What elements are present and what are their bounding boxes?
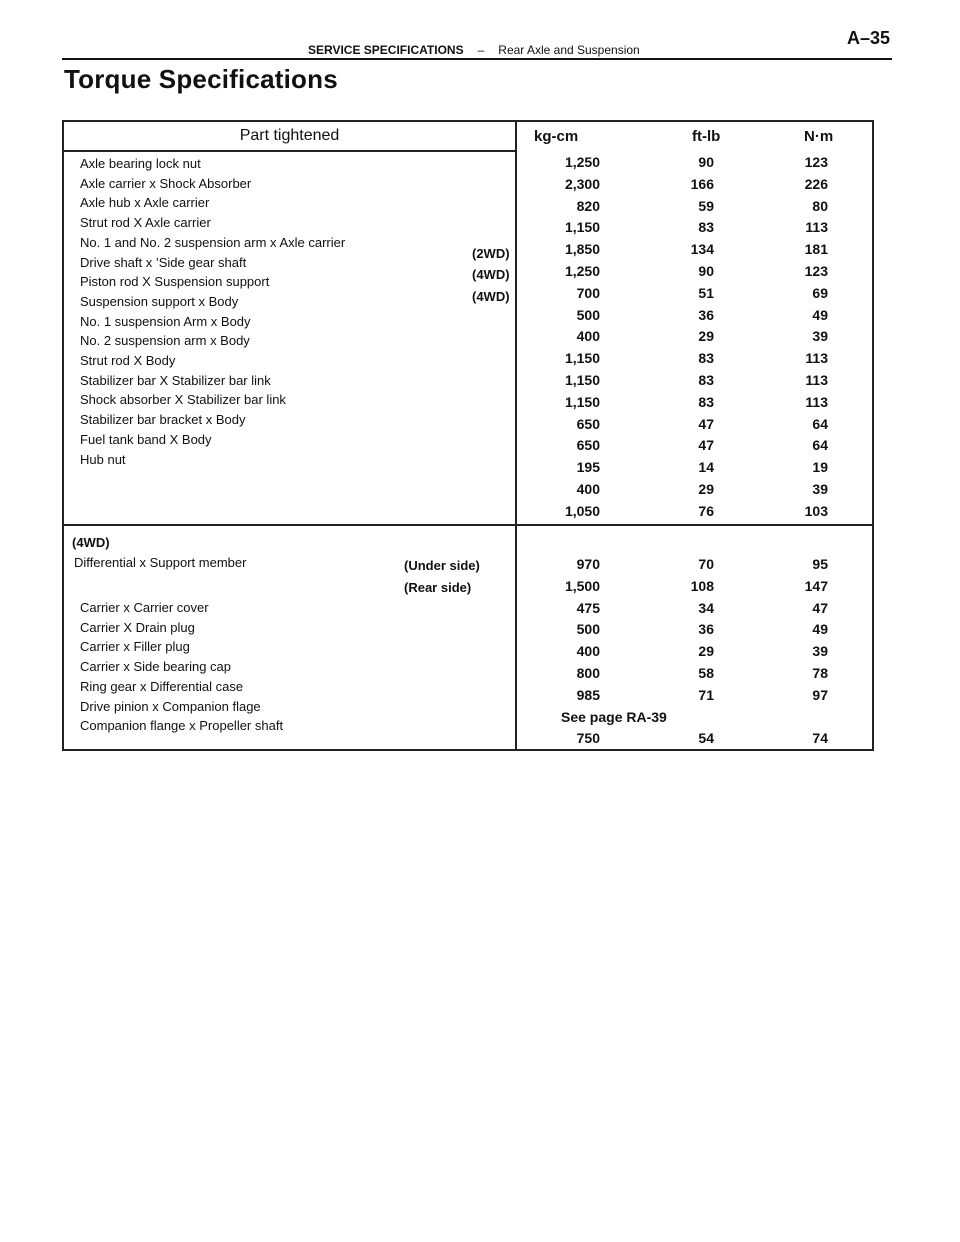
torque-table <box>62 120 874 751</box>
kgcm-value: 800 <box>576 665 600 681</box>
note-rear-side: (Rear side) <box>404 580 472 595</box>
kgcm-value: 1,050 <box>564 502 600 519</box>
section2-lead: Differential x Support member <box>74 555 247 570</box>
ftlb-value: 90 <box>698 154 714 170</box>
ftlb-value: 108 <box>690 577 714 594</box>
kgcm-value: 970 <box>576 556 600 572</box>
nm-value: 113 <box>805 393 828 410</box>
kgcm-value: 985 <box>576 686 600 703</box>
ftlb-value: 29 <box>698 643 714 660</box>
section-divider <box>64 524 872 526</box>
ftlb-value: 90 <box>698 263 714 279</box>
nm-value: 78 <box>812 665 828 681</box>
kgcm-value: 700 <box>576 284 600 301</box>
kgcm-value: 500 <box>576 306 600 323</box>
nm-value: 64 <box>812 415 828 432</box>
part-label: Suspension support x Body <box>80 293 239 309</box>
nm-value: 64 <box>812 437 828 454</box>
column-divider <box>515 122 517 749</box>
ftlb-value: 51 <box>698 284 714 301</box>
part-label: Hub nut <box>80 451 126 467</box>
nm-value: 103 <box>804 502 828 519</box>
kgcm-value: 650 <box>576 415 600 432</box>
part-label: No. 1 and No. 2 suspension arm x Axle carrier <box>80 234 346 250</box>
kgcm-column-header: kg-cm <box>534 128 579 145</box>
kgcm-value: 1,150 <box>564 393 600 410</box>
part-label: Axle hub x Axle carrier <box>80 195 210 211</box>
kgcm-value: 195 <box>576 459 600 476</box>
part-label: Shock absorber X Stabilizer bar link <box>80 392 286 408</box>
ftlb-value: 47 <box>698 415 714 432</box>
nm-value: 49 <box>812 306 828 323</box>
ftlb-value: 83 <box>698 350 714 367</box>
ftlb-value: 134 <box>690 241 714 258</box>
ftlb-value: 83 <box>698 372 714 388</box>
ftlb-value: 36 <box>698 306 714 323</box>
nm-value: 19 <box>812 459 828 476</box>
kgcm-value: 400 <box>576 481 600 497</box>
header-separator: – <box>477 43 485 57</box>
part-label: Drive pinion x Companion flage <box>80 698 261 714</box>
header-section: SERVICE SPECIFICATIONS <box>308 43 464 57</box>
kgcm-value: 820 <box>576 197 600 214</box>
nm-value: 39 <box>812 328 828 345</box>
section2-title: (4WD) <box>72 535 110 550</box>
kgcm-value: 400 <box>576 643 600 660</box>
ftlb-column-header: ft-lb <box>692 128 721 145</box>
nm-value: 39 <box>812 481 828 497</box>
nm-value: 113 <box>805 219 828 236</box>
kgcm-value: See page RA-39 <box>561 708 667 725</box>
note-4wd: (4WD) <box>472 267 510 282</box>
nm-value: 69 <box>812 284 828 301</box>
part-label: Carrier x Side bearing cap <box>80 659 232 675</box>
ftlb-value: 71 <box>698 686 714 703</box>
kgcm-value: 650 <box>576 437 600 454</box>
ftlb-value: 34 <box>698 599 714 616</box>
kgcm-value: 1,150 <box>564 350 600 367</box>
header-subsection: Rear Axle and Suspension <box>498 43 640 57</box>
page-title: Torque Specifications <box>64 64 338 94</box>
part-label: Piston rod X Suspension support <box>80 274 270 290</box>
part-label: Strut rod X Body <box>80 353 176 368</box>
kgcm-value: 2,300 <box>564 175 600 192</box>
ftlb-value: 29 <box>698 481 714 497</box>
nm-value: 39 <box>812 643 828 660</box>
kgcm-value: 1,150 <box>564 219 600 236</box>
nm-value: 74 <box>812 730 828 747</box>
part-label: Carrier X Drain plug <box>80 619 195 635</box>
part-label: Strut rod X Axle carrier <box>80 215 211 231</box>
nm-value: 113 <box>805 372 828 388</box>
part-label: Carrier x Filler plug <box>80 639 190 655</box>
nm-value: 113 <box>805 350 828 367</box>
part-label: Drive shaft x ’Side gear shaft <box>80 254 247 270</box>
part-label: Axle carrier x Shock Absorber <box>80 175 252 191</box>
kgcm-value: 475 <box>576 599 600 616</box>
nm-value: 95 <box>812 556 828 572</box>
nm-value: 123 <box>804 263 828 279</box>
kgcm-value: 1,850 <box>564 241 600 258</box>
nm-value: 123 <box>804 154 828 170</box>
ftlb-value: 29 <box>698 328 714 345</box>
part-label: Carrier x Carrier cover <box>80 600 209 615</box>
nm-value: 97 <box>812 686 828 703</box>
ftlb-value: 166 <box>690 175 714 192</box>
note-2wd: (2WD) <box>472 246 510 261</box>
ftlb-value: 58 <box>698 665 714 681</box>
ftlb-value: 47 <box>698 437 714 454</box>
part-label: Fuel tank band X Body <box>80 431 212 447</box>
ftlb-value: 54 <box>698 730 714 747</box>
kgcm-value: 1,150 <box>564 372 600 388</box>
note-under-side: (Under side) <box>404 558 480 573</box>
kgcm-value: 500 <box>576 621 600 638</box>
kgcm-value: 1,250 <box>564 263 600 279</box>
kgcm-value: 1,250 <box>564 154 600 170</box>
nm-value: 181 <box>804 241 828 258</box>
kgcm-value: 400 <box>576 328 600 345</box>
part-label: No. 2 suspension arm x Body <box>80 333 250 349</box>
note-4wd: (4WD) <box>472 289 510 304</box>
part-label: Axle bearing lock nut <box>80 156 201 171</box>
part-label: Companion flange x Propeller shaft <box>80 718 284 734</box>
page-number: A–35 <box>846 28 890 48</box>
nm-value: 147 <box>804 577 828 594</box>
header-divider <box>64 150 515 152</box>
kgcm-value: 750 <box>576 730 600 747</box>
page-header <box>62 28 892 60</box>
ftlb-value: 14 <box>698 459 714 476</box>
nm-value: 80 <box>812 197 828 214</box>
part-label: No. 1 suspension Arm x Body <box>80 313 251 329</box>
part-label: Stabilizer bar bracket x Body <box>80 412 246 428</box>
ftlb-value: 36 <box>698 621 714 638</box>
ftlb-value: 59 <box>698 197 714 214</box>
part-label: Ring gear x Differential case <box>80 678 244 694</box>
part-label: Stabilizer bar X Stabilizer bar link <box>80 372 271 388</box>
nm-value: 49 <box>812 621 828 638</box>
nm-column-header: N·m <box>804 128 834 145</box>
kgcm-value: 1,500 <box>564 577 600 594</box>
ftlb-value: 83 <box>698 393 714 410</box>
nm-value: 226 <box>804 175 828 192</box>
ftlb-value: 83 <box>698 219 714 236</box>
nm-value: 47 <box>812 599 828 616</box>
ftlb-value: 70 <box>698 556 714 572</box>
part-column-header: Part tightened <box>239 127 340 144</box>
header-breadcrumb <box>308 43 640 57</box>
ftlb-value: 76 <box>698 502 714 519</box>
